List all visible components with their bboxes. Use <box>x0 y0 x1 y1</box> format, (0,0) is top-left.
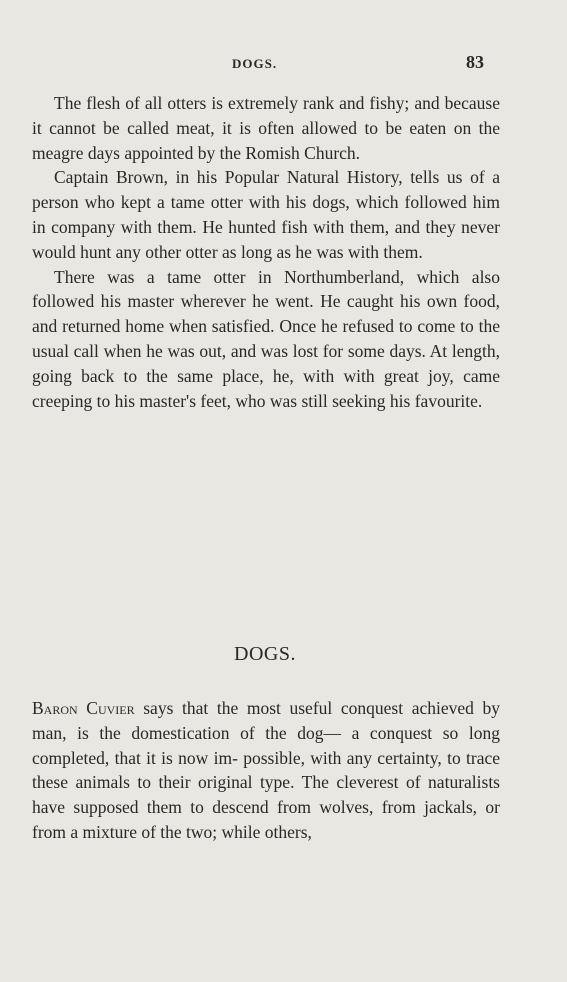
running-header <box>0 52 567 76</box>
paragraph-cuvier-text: says that the most useful conquest achieved by man, is the domestication of the dog— a conquest so long completed, that it is now im- possible, with any certainty, to trace these animals to their original type. The cleverest of naturalists have supposed them to descend from wolves, from jackals, or from a mixture of the two; while others, <box>32 698 500 842</box>
otter-section <box>32 91 500 413</box>
dogs-section <box>32 696 500 845</box>
running-title: DOGS. <box>232 56 278 71</box>
paragraph-captain-brown: Captain Brown, in his Popular Natural History, tells us of a person who kept a tame otter with his dogs, which followed him in company with them. He hunted fish with them, and they never would hunt any other otter as long as he was with them. <box>32 167 500 262</box>
lead-name: Baron Cuvier <box>32 698 135 718</box>
page-number: 83 <box>466 52 484 72</box>
paragraph-otter-flesh: The flesh of all otters is extremely rank and fishy; and because it cannot be called meat, it is often allowed to be eaten on the meagre days appointed by the Romish Church. <box>32 93 500 163</box>
paragraph-northumberland-otter: There was a tame otter in Northumberland, which also followed his master wherever he went. He caught his own food, and returned home when satisfied. Once he refused to come to the usual call when he was out, and was lost for some days. At length, going back to the same place, he, with with great joy, came creeping to his master's feet, who was still seeking his favourite. <box>32 266 500 411</box>
paragraph-baron-cuvier <box>32 696 500 845</box>
section-heading-dogs: DOGS. <box>234 643 296 665</box>
